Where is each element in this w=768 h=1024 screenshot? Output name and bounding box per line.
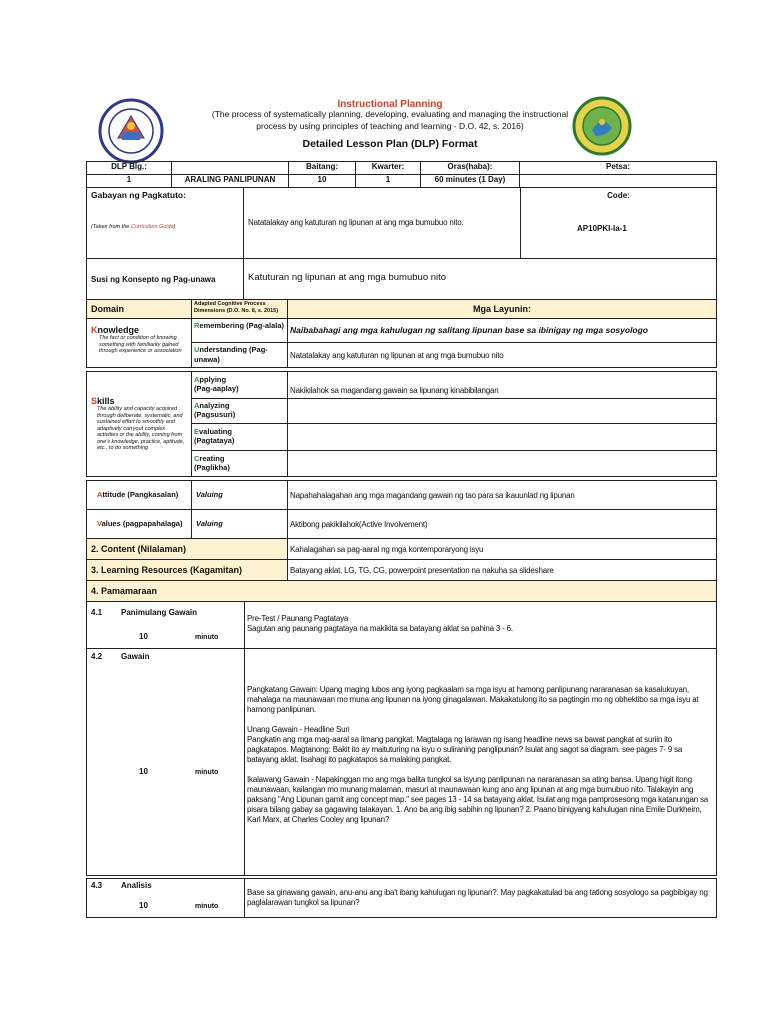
format-title: Detailed Lesson Plan (DLP) Format: [302, 138, 478, 150]
domain-label: Domain: [86, 299, 192, 319]
understanding-text: Natatalakay ang katuturan ng lipunan at ang mga bumubuo nito: [287, 342, 717, 368]
knowledge-cell: Knowledge The fact or condition of knowing something with familiarity gained through experience or association: [86, 318, 192, 368]
values-cell: Values (pagpapahalaga): [86, 509, 192, 539]
dlp-value: 1: [86, 174, 172, 188]
values-text: Aktibong pakikilahok(Active Involvement): [287, 509, 717, 539]
date-label: Petsa:: [519, 161, 717, 175]
dlp-label: DLP Blg.:: [86, 161, 172, 175]
date-value: [519, 174, 717, 188]
remembering-cell: Remembering (Pag-alala): [191, 318, 288, 343]
subject-label-cell: [171, 161, 289, 175]
analyzing-text: [287, 398, 717, 424]
header-title: Instructional Planning: [337, 99, 443, 110]
section-4-3-content: Base sa ginawang gawain, anu-anu ang iba't ibang kahulugan ng lipunan?. May pagkakatulad ba ang tatlong sosyologo sa pagbibigay ng paglalarawan tungkol sa lipunan?: [244, 878, 717, 918]
attitude-text: Napahahalagahan ang mga magandang gawain ng tao para sa ikauunlad ng lipunan: [287, 480, 717, 510]
header-subtitle: (The process of systematically planning, developing, evaluating and managing the instructional process by using principles of teaching and learning - D.O. 42, s. 2016): [211, 109, 569, 131]
deped-seal-icon: [98, 98, 164, 164]
duration-label: Oras(haba):: [420, 161, 520, 175]
susi-label: Susi ng Konsepto ng Pag-unawa: [86, 258, 244, 300]
content-label: 2. Content (Nilalaman): [86, 538, 288, 560]
duration-value: 60 minutes (1 Day): [420, 174, 520, 188]
section-4-2-label: 4.2 Gawain 10 minuto: [86, 648, 245, 876]
creating-text: [287, 450, 717, 477]
attitude-tag: Valuing: [191, 480, 288, 510]
subject-value: ARALING PANLIPUNAN: [171, 174, 289, 188]
resources-text: Batayang aklat, LG, TG, CG, powerpoint presentation na nakuha sa slideshare: [287, 559, 717, 581]
quarter-value: 1: [355, 174, 421, 188]
gabay-text: Natatalakay ang katuturan ng lipunan at ang mga bumubuo nito.: [243, 187, 521, 259]
applying-cell: Applying (Pag-aaplay): [191, 371, 288, 399]
resources-label: 3. Learning Resources (Kagamitan): [86, 559, 288, 581]
section-4-3-label: 4.3 Analisis 10 minuto: [86, 878, 245, 918]
grade-value: 10: [288, 174, 356, 188]
code-cell: Code: AP10PKI-Ia-1: [520, 187, 717, 259]
section-4-1-label: 4.1 Panimulang Gawain 10 minuto: [86, 601, 245, 649]
section-4-1-content: Pre-Test / Paunang Pagtataya Sagutan ang paunang pagtataya na makikita sa batayang aklat sa pahina 3 - 6.: [244, 601, 717, 649]
gabay-label-cell: Gabayan ng Pagkatuto: (Taken from the Curriculum Guide): [86, 187, 244, 259]
values-tag: Valuing: [191, 509, 288, 539]
susi-text: Katuturan ng lipunan at ang mga bumubuo nito: [243, 258, 717, 300]
adapted-dimensions: Adapted Cognitive Process Dimensions (D.O. No. 8, s. 2015): [191, 299, 288, 319]
content-text: Kahalagahan sa pag-aaral ng mga kontemporaryong isyu: [287, 538, 717, 560]
grade-label: Baitang:: [288, 161, 356, 175]
understanding-cell: Understanding (Pag-unawa): [191, 342, 288, 368]
skills-cell: Skills The ability and capacity acquired through deliberate, systematic, and sustained effort to smoothly and adaptively carryout complex activities or the ability, coming from one's knowledge, practice, aptitude, etc., to do something: [86, 371, 192, 477]
section-4-2-content: Pangkatang Gawain: Upang maging lubos ang iyong pagkaalam sa mga isyu at hamong panlipunang nararanasan sa kasalukuyan, mahalaga na maunawaan mo muna ang lipunan na iyong ginagalawan. Makakatulong ito sa pagtingin mo ng obhektibo sa mga isyu at hamong panlipunan. Unang Gawain - Headline Suri Pangkatin ang mga mag-aaral sa limang pangkat. Magtalaga ng larawan ng isang headline news sa bawat pangkat at suriin ito pagkatapos. Magtanong: Bakit ito ay maituturing na isyu o suliraning panglipunan? Isulat ang sagot sa diagram. see pages 7- 9 sa batayang aklat. Iisahagi ito pagkatapos sa malaking pangkat. Ikalawang Gawain - Napakinggan mo ang mga balita tungkol sa isyung panlipunan na nararanasan sa ating bansa. Upang higit itong maunawaan, kailangan mo munang malaman, masuri at maunawaan kung ano ang lipunan at ang mga bumubuo nito. Talakayin ang paksang "Ang Lipunan gamit ang concept map." see pages 13 - 14 sa batayang aklat. Isulat ang mga pamprosesong mga katanungan sa pisara bilang gabay sa gagawing talakayan. 1. Ano ba ang ibig sabihin ng lipunan? 2. Paano binigyang kahulugan nina Emile Durkheim, Karl Marx, at Charles Cooley ang lipunan?: [244, 648, 717, 876]
creating-cell: Creating (Paglikha): [191, 450, 288, 477]
analyzing-cell: Analyzing (Pagsusuri): [191, 398, 288, 424]
quarter-label: Kwarter:: [355, 161, 421, 175]
pamamaraan-header: 4. Pamamaraan: [86, 580, 717, 602]
evaluating-cell: Evaluating (Pagtataya): [191, 423, 288, 451]
attitude-cell: Attitude (Pangkasalan): [86, 480, 192, 510]
layunin-header: Mga Layunin:: [287, 299, 717, 319]
applying-text: Nakikilahok sa magandang gawain sa lipunang kinabibilangan: [287, 371, 717, 399]
remembering-text: Naibabahagi ang mga kahulugan ng salitang lipunan base sa ibinigay ng mga sosyologo: [287, 318, 717, 343]
evaluating-text: [287, 423, 717, 451]
left-seal: [98, 98, 164, 164]
